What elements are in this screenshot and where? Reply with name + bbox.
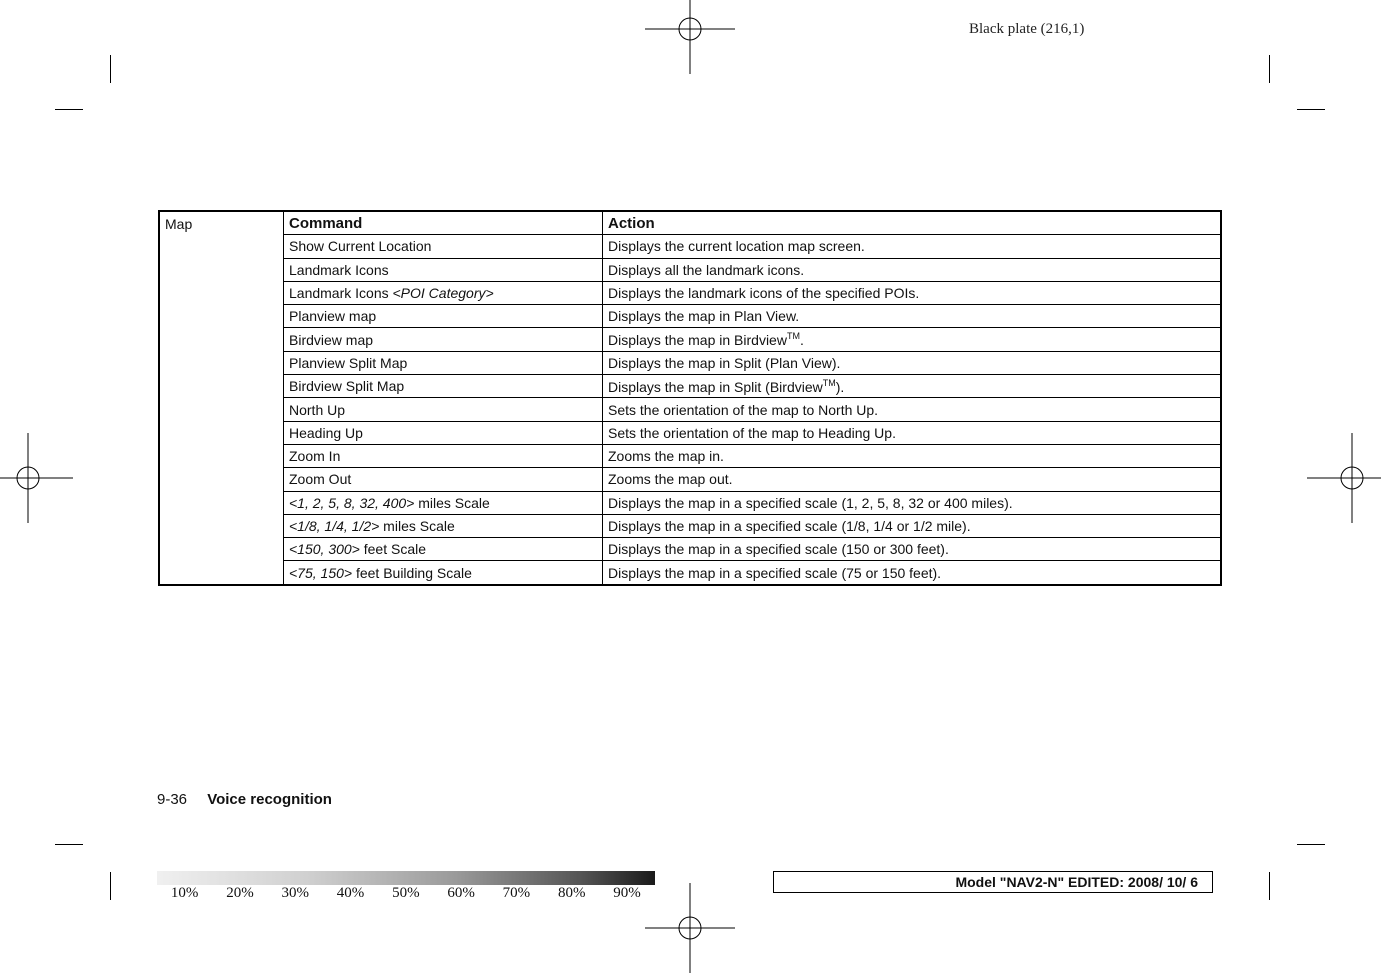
table-row	[159, 235, 1221, 258]
action-cell: Displays the landmark icons of the specified POIs.	[603, 281, 1222, 304]
page-number: 9-36	[157, 791, 188, 808]
command-placeholder: <75, 150>	[289, 564, 353, 581]
command-cell: North Up	[284, 398, 603, 421]
action-text: .	[799, 332, 804, 349]
action-header: Action	[603, 211, 1222, 235]
crop-mark	[110, 872, 111, 900]
action-text: Displays the map in Birdview	[608, 332, 787, 349]
action-cell: Sets the orientation of the map to Heading Up.	[603, 421, 1222, 444]
command-text: Landmark Icons	[289, 285, 393, 302]
registration-mark-left	[0, 433, 73, 523]
density-labels	[157, 885, 655, 902]
density-label: 40%	[336, 885, 365, 901]
command-cell	[284, 514, 603, 537]
action-cell: Displays the map in a specified scale (1/8, 1/4 or 1/2 mile).	[603, 514, 1222, 537]
crop-mark	[55, 109, 83, 110]
section-title: Voice recognition	[207, 791, 332, 808]
command-placeholder: <1/8, 1/4, 1/2>	[289, 518, 380, 534]
action-text: ).	[835, 378, 845, 395]
action-cell	[603, 328, 1222, 351]
table-row	[159, 258, 1221, 281]
density-label: 50%	[392, 885, 420, 901]
command-placeholder: <POI Category>	[392, 285, 494, 302]
table-row	[159, 375, 1221, 398]
action-cell	[603, 375, 1222, 398]
density-label: 10%	[170, 885, 199, 901]
table-row	[159, 328, 1221, 351]
command-cell	[284, 281, 603, 304]
table-row	[159, 281, 1221, 304]
command-cell: Planview Split Map	[284, 351, 603, 374]
table-row	[159, 398, 1221, 421]
crop-mark	[1269, 55, 1270, 83]
group-label: Map	[159, 211, 284, 585]
table-row	[159, 444, 1221, 467]
registration-mark-right	[1307, 433, 1381, 523]
density-label: 90%	[613, 885, 641, 901]
trademark-mark: TM	[786, 331, 800, 342]
table-row	[159, 305, 1221, 328]
table-row	[159, 514, 1221, 537]
density-label: 80%	[557, 885, 586, 901]
command-placeholder: <150, 300>	[289, 541, 360, 558]
density-label: 60%	[447, 885, 475, 901]
trademark-mark: TM	[822, 377, 836, 388]
action-cell: Displays the current location map screen.	[603, 235, 1222, 258]
density-label: 70%	[502, 885, 531, 901]
command-text: feet Building Scale	[352, 564, 472, 581]
action-text: Displays the map in Split (Birdview	[608, 378, 823, 395]
table-row	[159, 491, 1221, 514]
action-cell: Displays the map in Plan View.	[603, 305, 1222, 328]
command-cell	[284, 538, 603, 561]
action-cell: Zooms the map out.	[603, 468, 1222, 491]
command-text: miles Scale	[379, 518, 455, 534]
command-cell: Heading Up	[284, 421, 603, 444]
command-cell	[284, 561, 603, 585]
command-text: miles Scale	[414, 494, 490, 511]
table-row	[159, 538, 1221, 561]
density-strip	[157, 871, 655, 885]
table-row	[159, 561, 1221, 585]
table-row	[159, 421, 1221, 444]
table-row	[159, 351, 1221, 374]
voice-command-table	[158, 210, 1222, 586]
crop-mark	[1297, 844, 1325, 845]
table-header-row	[159, 211, 1221, 235]
model-edited-box: Model "NAV2-N" EDITED: 2008/ 10/ 6	[773, 871, 1213, 893]
command-header: Command	[284, 211, 603, 235]
plate-label: Black plate (216,1)	[969, 21, 1085, 37]
command-placeholder: <1, 2, 5, 8, 32, 400>	[289, 494, 415, 511]
action-cell: Displays all the landmark icons.	[603, 258, 1222, 281]
crop-mark	[1297, 109, 1325, 110]
density-label: 30%	[281, 885, 309, 901]
density-label: 20%	[226, 885, 254, 901]
registration-mark-top	[645, 0, 735, 74]
action-cell: Zooms the map in.	[603, 444, 1222, 467]
action-cell: Displays the map in Split (Plan View).	[603, 351, 1222, 374]
action-cell: Displays the map in a specified scale (150 or 300 feet).	[603, 538, 1222, 561]
crop-mark	[55, 844, 83, 845]
command-cell	[284, 491, 603, 514]
crop-mark	[110, 55, 111, 83]
table-row	[159, 468, 1221, 491]
command-cell: Planview map	[284, 305, 603, 328]
command-cell: Zoom Out	[284, 468, 603, 491]
action-cell: Sets the orientation of the map to North Up.	[603, 398, 1222, 421]
crop-mark	[1269, 872, 1270, 900]
action-cell: Displays the map in a specified scale (1, 2, 5, 8, 32 or 400 miles).	[603, 491, 1222, 514]
command-cell: Show Current Location	[284, 235, 603, 258]
registration-mark-bottom	[645, 883, 735, 973]
command-cell: Landmark Icons	[284, 258, 603, 281]
command-cell: Birdview map	[284, 328, 603, 351]
action-cell: Displays the map in a specified scale (75 or 150 feet).	[603, 561, 1222, 585]
command-text: feet Scale	[359, 541, 427, 558]
command-cell: Birdview Split Map	[284, 375, 603, 398]
command-cell: Zoom In	[284, 444, 603, 467]
page-footer	[157, 791, 332, 808]
